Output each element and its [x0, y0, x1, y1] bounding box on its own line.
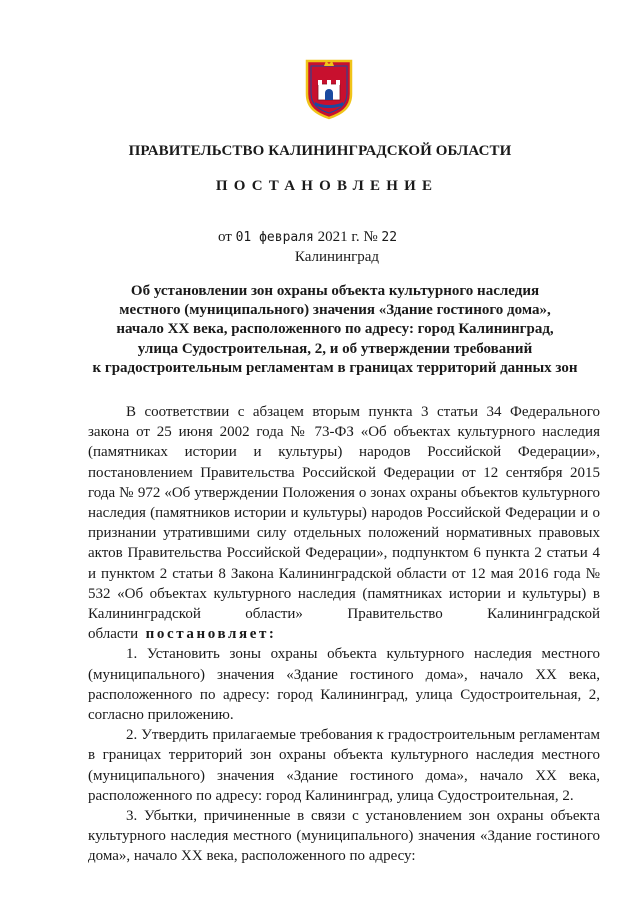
date-year: 2021 г.: [317, 229, 360, 245]
item-paragraph: 3. Убытки, причиненные в связи с установлением зон охраны объекта культурного наследия местного (муниципального) значения «Здание гостиного дома», начало XX века, расположенного по адресу:: [88, 808, 600, 865]
document-number: 22: [381, 230, 398, 245]
title-line: к градостроительным регламентам в границах территорий данных зон: [92, 359, 578, 376]
title-line: местного (муниципального) значения «Здание гостиного дома»,: [119, 302, 551, 319]
number-sign: №: [363, 229, 378, 245]
coat-of-arms-emblem: [304, 58, 354, 120]
government-name: ПРАВИТЕЛЬСТВО КАЛИНИНГРАДСКОЙ ОБЛАСТИ: [128, 143, 512, 159]
preamble-text: В соответствии с абзацем вторым пункта 3 статьи 34 Федерального закона от 25 июня 2002 года № 73-ФЗ «Об объектах культурного наследия (памятниках истории и культуры) народов Российской Федерации», постановлением Правительства Российской Федерации от 12 сентября 2015 года № 972 «Об утверждении Положения о зонах охраны объектов культурного наследия (памятников истории и культуры) народов Российской Федерации и о признании утратившими силу отдельных положений нормативных правовых актов Правительства Российской Федерации», подпунктом 6 пункта 2 статьи 4 и пунктом 2 статьи 8 Закона Калининградской области от 12 мая 2016 года № 532 «Об объектах культурного наследия (памятниках истории и культуры) в Калининградской области» Правительство Калининградской области: [88, 404, 600, 643]
date-handwritten: 01 февраля: [235, 230, 314, 245]
document-type: ПОСТАНОВЛЕНИЕ: [215, 178, 439, 194]
city: Калининград: [294, 249, 380, 265]
date-prefix: от: [218, 229, 232, 245]
date-number-line: [218, 229, 397, 246]
title-line: улица Судостроительная, 2, и об утверждении требований: [137, 340, 533, 357]
item-paragraph: 2. Утвердить прилагаемые требования к градостроительным регламентам в границах территорий зон охраны объекта культурного наследия местного (муниципального) значения «Здание гостиного дома», начало XX века, расположенного по адресу: город Калининград, улица Судостроительная, 2.: [88, 727, 600, 804]
title-line: начало XX века, расположенного по адресу: город Калининград,: [116, 321, 554, 338]
preamble-paragraph: [88, 402, 600, 644]
document-body: [88, 402, 600, 867]
document-title: [90, 282, 580, 378]
title-line: Об установлении зон охраны объекта культурного наследия: [130, 283, 540, 299]
resolves-word: постановляет:: [145, 626, 277, 643]
item-paragraph: 1. Установить зоны охраны объекта культурного наследия местного (муниципального) значения «Здание гостиного дома», начало XX века, расположенного по адресу: город Калининград, улица Судостроительная, 2, согласно приложению.: [88, 646, 600, 724]
